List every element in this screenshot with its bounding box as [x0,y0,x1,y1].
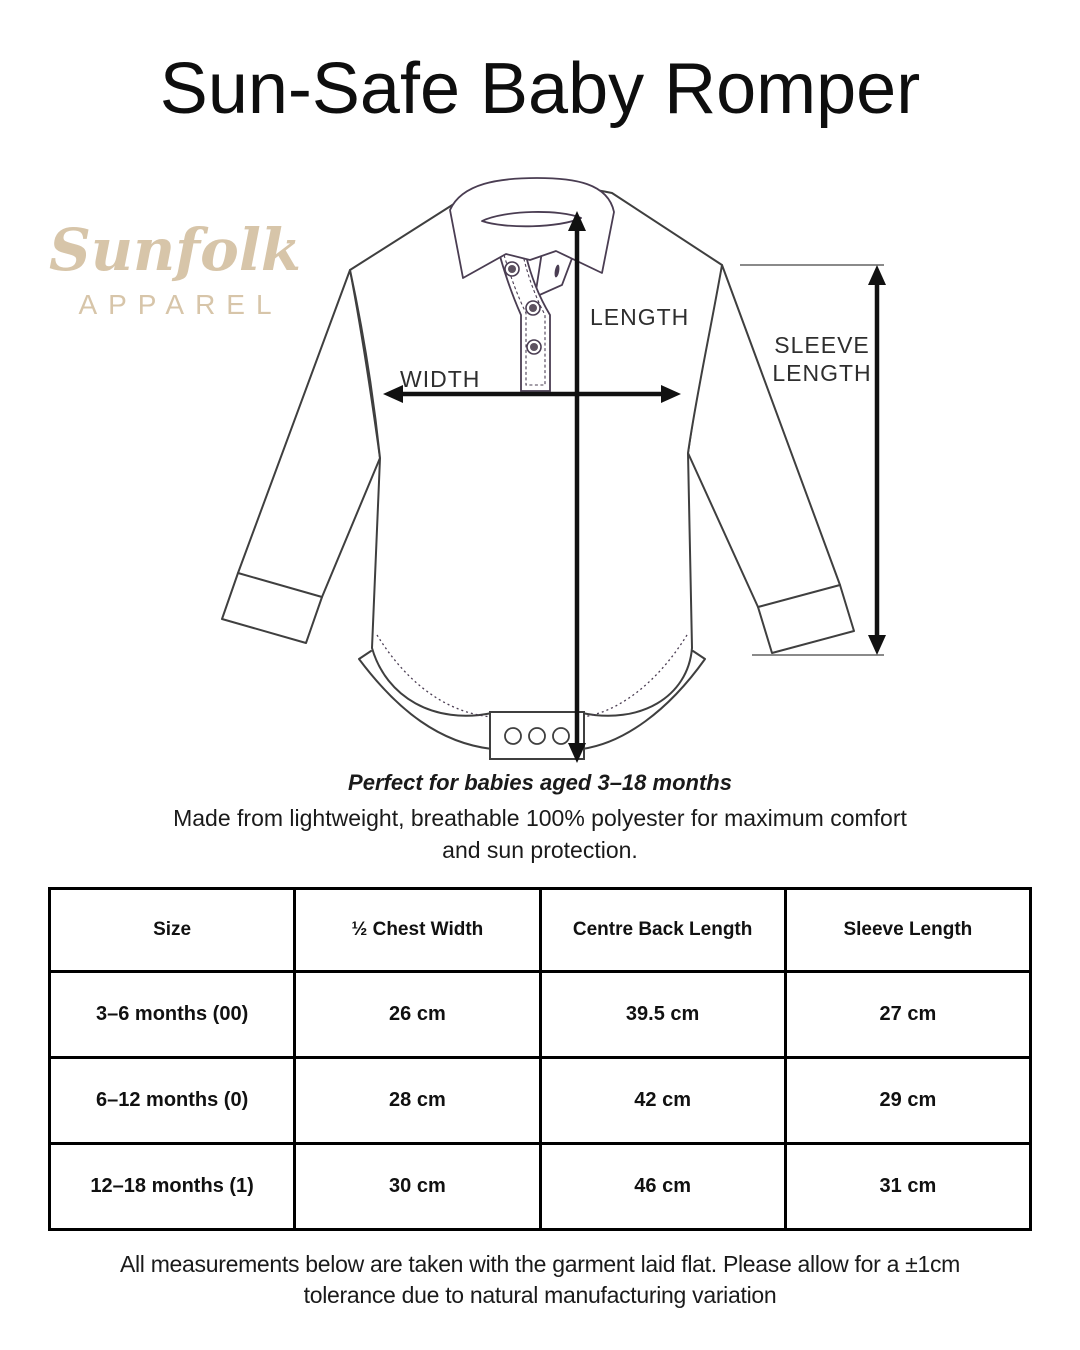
table-row [50,1058,1031,1144]
table-row [50,1144,1031,1230]
cell-sleeve-length: 27 cm [785,972,1030,1058]
size-chart-table [48,887,1032,1231]
description-line1: Made from lightweight, breathable 100% polyester for maximum comfort [173,805,907,831]
brand-name: Sunfolk [48,216,302,284]
cell-sleeve-length: 29 cm [785,1058,1030,1144]
romper-technical-drawing [0,165,1080,780]
cell-chest-width: 28 cm [295,1058,540,1144]
table-header-row [50,889,1031,972]
cell-size: 12–18 months (1) [50,1144,295,1230]
description-headline: Perfect for babies aged 3–18 months [348,770,732,795]
sleeve-label-line2: LENGTH [772,360,872,386]
garment-outline [222,185,854,759]
width-label: WIDTH [400,366,481,392]
description-line2: and sun protection. [442,837,638,863]
cell-chest-width: 26 cm [295,972,540,1058]
page-title: Sun-Safe Baby Romper [159,49,921,129]
sleeve-label-line1: SLEEVE [774,332,870,358]
snap-strip [490,712,584,759]
disclaimer-line1: All measurements below are taken with the garment laid flat. Please allow for a ±1cm [119,1251,961,1277]
cell-chest-width: 30 cm [295,1144,540,1230]
cell-back-length: 42 cm [540,1058,785,1144]
col-header-back-length: Centre Back Length [540,889,785,972]
table-row [50,972,1031,1058]
cell-back-length: 46 cm [540,1144,785,1230]
cell-size: 6–12 months (0) [50,1058,295,1144]
cell-back-length: 39.5 cm [540,972,785,1058]
sleeve-length-arrow [868,265,886,655]
disclaimer-line2: tolerance due to natural manufacturing variation [303,1282,777,1308]
cell-sleeve-length: 31 cm [785,1144,1030,1230]
measurement-disclaimer [0,1249,1080,1311]
length-label: LENGTH [590,304,690,330]
col-header-chest-width: ½ Chest Width [295,889,540,972]
brand-subtitle: APPAREL [78,288,283,320]
col-header-sleeve-length: Sleeve Length [785,889,1030,972]
cell-size: 3–6 months (00) [50,972,295,1058]
col-header-size: Size [50,889,295,972]
product-description [0,770,1080,866]
